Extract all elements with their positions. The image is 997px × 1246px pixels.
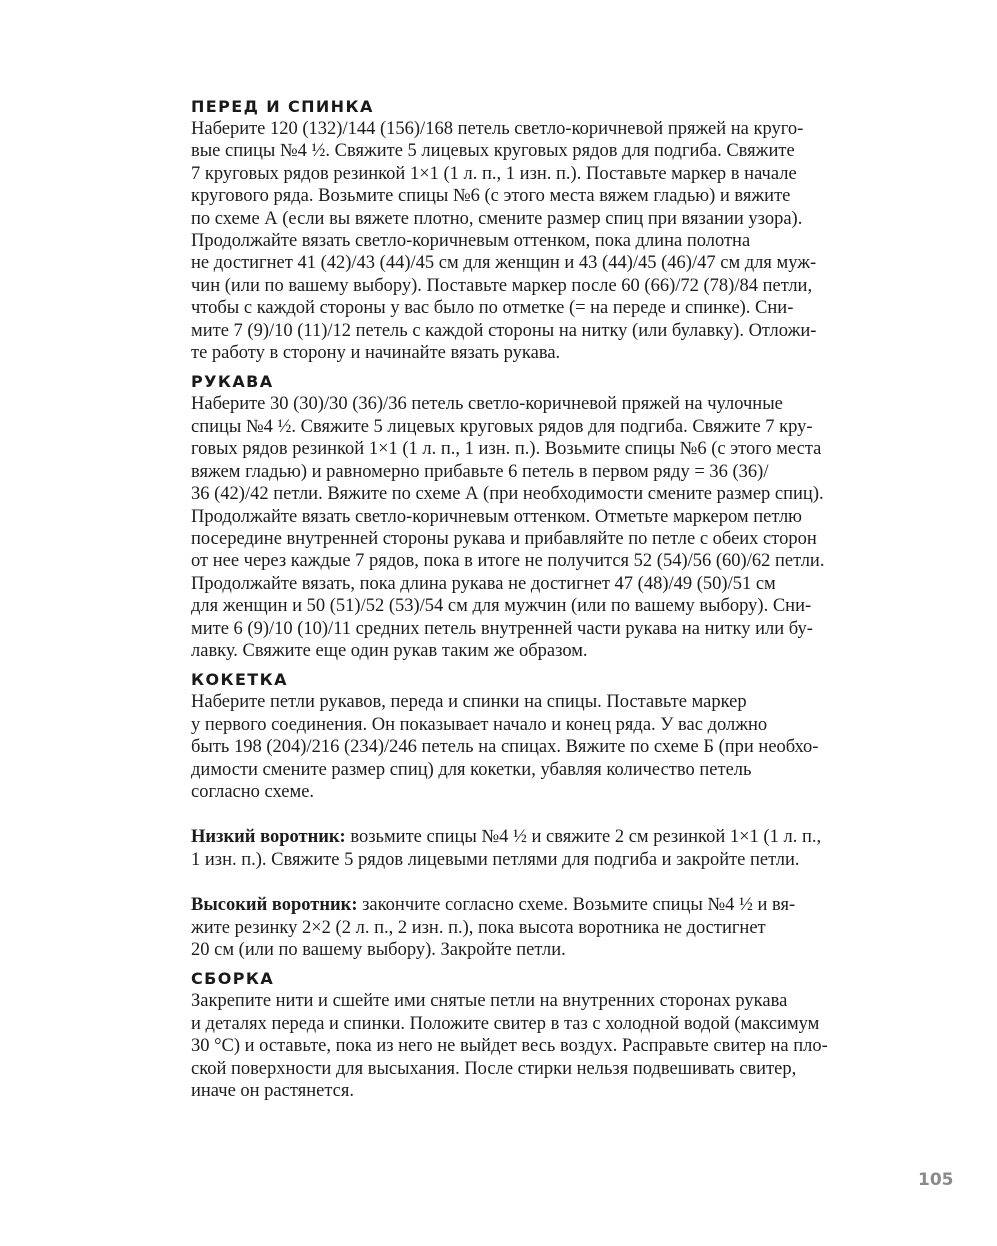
page-number: 105 xyxy=(918,1170,954,1190)
text-line: Продолжайте вязать светло-коричневым оттенком, пока длина полотна xyxy=(191,231,751,252)
section-front-back xyxy=(191,96,871,364)
section-assembly xyxy=(191,968,871,1102)
text-line: говых рядов резинкой 1×1 (1 л. п., 1 изн. п.). Возьмите спицы №6 (с этого места xyxy=(191,439,822,460)
text-line: 30 °С) и оставьте, пока из него не выйдет весь воздух. Расправьте свитер на пло- xyxy=(191,1036,828,1057)
text-line: мите 6 (9)/10 (10)/11 средних петель внутренней части рукава на нитку или бу- xyxy=(191,618,813,639)
section-heading: РУКАВА xyxy=(191,372,274,392)
text-line: быть 198 (204)/216 (234)/246 петель на спицах. Вяжите по схеме Б (при необхо- xyxy=(191,737,819,758)
paragraph xyxy=(191,990,871,1102)
section-yoke xyxy=(191,669,871,803)
text-line: Наберите петли рукавов, переда и спинки на спицы. Поставьте маркер xyxy=(191,692,747,713)
text-line: вяжем гладью) и равномерно прибавьте 6 петель в первом ряду = 36 (36)/ xyxy=(191,461,769,482)
page-content xyxy=(191,96,871,1102)
text-line: спицы №4 ½. Свяжите 5 лицевых круговых рядов для подгиба. Свяжите 7 кру- xyxy=(191,416,813,437)
text-line: Наберите 30 (30)/30 (36)/36 петель светло-коричневой пряжей на чулочные xyxy=(191,394,783,415)
text-line: чин (или по вашему выбору). Поставьте маркер после 60 (66)/72 (78)/84 петли, xyxy=(191,275,813,296)
text-run: закончите согласно схеме. Возьмите спицы №4 ½ и вя- xyxy=(357,895,796,916)
text-line: мите 7 (9)/10 (11)/12 петель с каждой стороны на нитку (или булавку). Отложи- xyxy=(191,320,817,341)
text-line: 20 см (или по вашему выбору). Закройте петли. xyxy=(191,940,566,960)
paragraph xyxy=(191,826,871,871)
text-line: от нее через каждые 7 рядов, пока в итоге не получится 52 (54)/56 (60)/62 петли. xyxy=(191,551,825,572)
text-line: и деталях переда и спинки. Положите свитер в таз с холодной водой (максимум xyxy=(191,1013,820,1034)
paragraph xyxy=(191,393,871,662)
paragraph xyxy=(191,118,871,364)
text-line: жите резинку 2×2 (2 л. п., 2 изн. п.), пока высота воротника не достигнет xyxy=(191,917,766,938)
text-line: посередине внутренней стороны рукава и прибавляйте по петле с обеих сторон xyxy=(191,528,817,549)
high-collar-block xyxy=(191,894,871,961)
text-line: 1 изн. п.). Свяжите 5 рядов лицевыми петлями для подгиба и закройте петли. xyxy=(191,849,800,870)
text-line: Продолжайте вязать светло-коричневым оттенком. Отметьте маркером петлю xyxy=(191,506,802,527)
text-line: кругового ряда. Возьмите спицы №6 (с этого места вяжем гладью) и вяжите xyxy=(191,186,791,207)
section-heading: КОКЕТКА xyxy=(191,670,288,690)
low-collar-block xyxy=(191,826,871,871)
paragraph xyxy=(191,894,871,961)
text-line xyxy=(191,826,871,848)
text-line: Закрепите нити и сшейте ими снятые петли на внутренних сторонах рукава xyxy=(191,991,788,1012)
text-line: те работу в сторону и начинайте вязать рукава. xyxy=(191,343,561,364)
text-line: Продолжайте вязать, пока длина рукава не достигнет 47 (48)/49 (50)/51 см xyxy=(191,573,776,594)
text-line: вые спицы №4 ½. Свяжите 5 лицевых круговых рядов для подгиба. Свяжите xyxy=(191,141,795,162)
text-line: 7 круговых рядов резинкой 1×1 (1 л. п., 1 изн. п.). Поставьте маркер в начале xyxy=(191,163,797,184)
text-line: Наберите 120 (132)/144 (156)/168 петель светло-коричневой пряжей на круго- xyxy=(191,119,804,139)
text-line xyxy=(191,894,871,916)
text-line: 36 (42)/42 петли. Вяжите по схеме А (при необходимости смените размер спиц). xyxy=(191,484,824,505)
text-line: иначе он растянется. xyxy=(191,1081,354,1102)
bold-label: Высокий воротник: xyxy=(191,895,358,916)
text-line: ской поверхности для высыхания. После стирки нельзя подвешивать свитер, xyxy=(191,1058,797,1079)
paragraph xyxy=(191,691,871,803)
text-line: лавку. Свяжите еще один рукав таким же образом. xyxy=(191,640,588,661)
bold-label: Низкий воротник: xyxy=(191,827,346,848)
text-line: по схеме А (если вы вяжете плотно, смените размер спиц при вязании узора). xyxy=(191,208,803,229)
section-sleeves xyxy=(191,371,871,662)
text-line: чтобы с каждой стороны у вас было по отметке (= на переде и спинке). Сни- xyxy=(191,298,794,319)
text-line: для женщин и 50 (51)/52 (53)/54 см для мужчин (или по вашему выбору). Сни- xyxy=(191,596,812,617)
section-heading: СБОРКА xyxy=(191,969,275,989)
text-line: димости смените размер спиц) для кокетки, убавляя количество петель xyxy=(191,759,752,780)
text-line: у первого соединения. Он показывает начало и конец ряда. У вас должно xyxy=(191,714,768,735)
text-line: не достигнет 41 (42)/43 (44)/45 см для женщин и 43 (44)/45 (46)/47 см для муж- xyxy=(191,253,817,274)
section-heading: ПЕРЕД И СПИНКА xyxy=(191,97,374,116)
text-line: согласно схеме. xyxy=(191,781,315,802)
text-run: возьмите спицы №4 ½ и свяжите 2 см резинкой 1×1 (1 л. п., xyxy=(345,827,822,848)
